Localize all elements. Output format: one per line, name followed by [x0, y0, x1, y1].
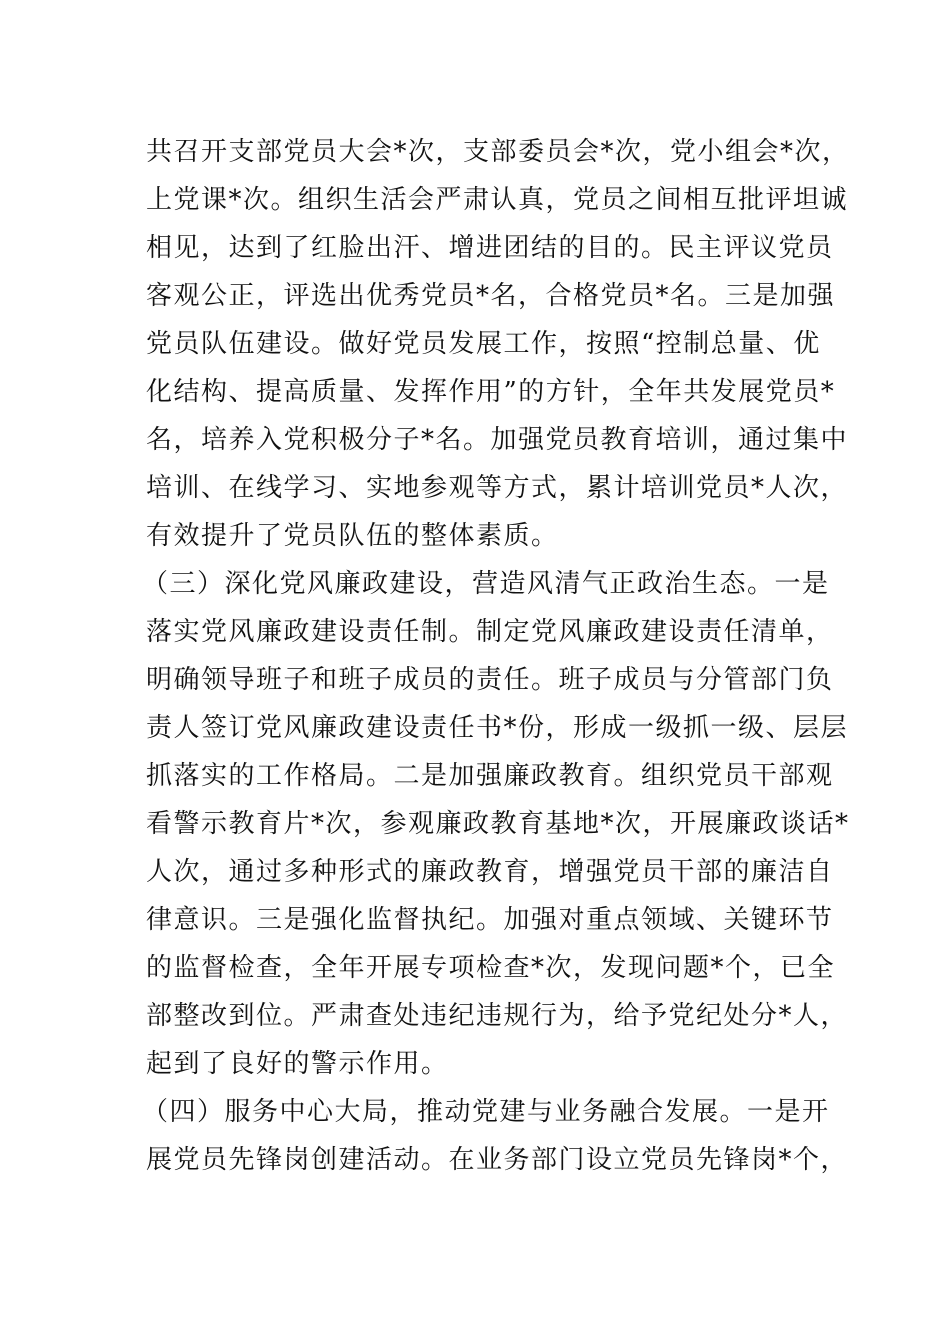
text-line: 人次，通过多种形式的廉政教育，增强党员干部的廉洁自: [146, 857, 834, 887]
text-line: 共召开支部党员大会*次，支部委员会*次，党小组会*次，: [146, 137, 850, 167]
text-line: 的监督检查，全年开展专项检查*次，发现问题*个，已全: [146, 953, 836, 983]
text-line: 上党课*次。组织生活会严肃认真，党员之间相互批评坦诚: [146, 185, 849, 215]
text-line: 客观公正，评选出优秀党员*名，合格党员*名。三是加强: [146, 281, 836, 311]
text-line: 名，培养入党积极分子*名。加强党员教育培训，通过集中: [146, 425, 849, 455]
text-line-section-heading: （三）深化党风廉政建设，营造风清气正政治生态。一是: [142, 569, 830, 599]
text-line: 责人签订党风廉政建设责任书*份，形成一级抓一级、层层: [146, 713, 849, 743]
text-line: 明确领导班子和班子成员的责任。班子成员与分管部门负: [146, 665, 834, 695]
text-line: 党员队伍建设。做好党员发展工作，按照“控制总量、优: [146, 329, 821, 359]
text-line: 看警示教育片*次，参观廉政教育基地*次，开展廉政谈话*: [146, 809, 850, 839]
text-line: 落实党风廉政建设责任制。制定党风廉政建设责任清单，: [146, 617, 834, 647]
text-line: 相见，达到了红脸出汗、增进团结的目的。民主评议党员: [146, 233, 834, 263]
text-line-paragraph-end: 有效提升了党员队伍的整体素质。: [146, 521, 559, 551]
text-line: 化结构、提高质量、发挥作用”的方针，全年共发展党员*: [146, 377, 836, 407]
text-line-section-heading: （四）服务中心大局，推动党建与业务融合发展。一是开: [142, 1097, 830, 1127]
text-line-paragraph-end: 起到了良好的警示作用。: [146, 1049, 449, 1079]
text-line: 展党员先锋岗创建活动。在业务部门设立党员先锋岗*个，: [146, 1145, 849, 1175]
text-line: 培训、在线学习、实地参观等方式，累计培训党员*人次，: [146, 473, 849, 503]
text-line: 律意识。三是强化监督执纪。加强对重点领域、关键环节: [146, 905, 834, 935]
text-line: 抓落实的工作格局。二是加强廉政教育。组织党员干部观: [146, 761, 834, 791]
text-line: 部整改到位。严肃查处违纪违规行为，给予党纪处分*人，: [146, 1001, 849, 1031]
